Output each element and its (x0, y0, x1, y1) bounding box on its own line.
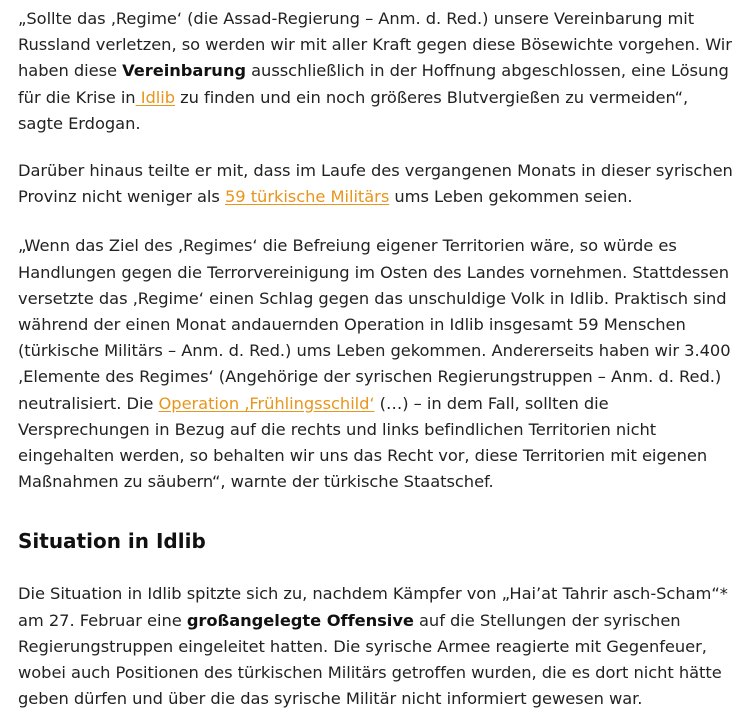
link-operation-fruehlingsschild[interactable]: Operation ‚Frühlingsschild‘ (158, 393, 375, 413)
paragraph-text: „Sollte das ‚Regime‘ (die Assad-Regierung – Anm. d. Red.) unsere Vereinbarung mit Russland verletzen, so werden wir mit aller Kraft gegen diese Bösewichte vorgehen. Wir haben diese (18, 9, 732, 81)
paragraph-text: Die Situation in Idlib spitzte sich zu, nachdem Kämpfer von „Hai’at Tahrir asch-Scham“* am 27. Februar eine (18, 584, 728, 630)
paragraph-erdogan-quote (18, 6, 734, 137)
paragraph-text: ausschließlich in der Hoffnung abgeschlossen, eine Lösung für die Krise in (18, 61, 729, 107)
paragraph-text: (…) – in dem Fall, sollten die Versprechungen in Bezug auf die rechts und links befindlichen Territorien nicht eingehalten werden, so behalten wir uns das Recht vor, diese Territorien mit eigenen Maßnahmen zu säubern“, warnte der türkische Staatschef. (18, 393, 708, 492)
paragraph-text: auf die Stellungen der syrischen Regierungstruppen eingeleitet hatten. Die syrische Armee reagierte mit Gegenfeuer, wobei auch Positionen des türkischen Militärs getroffen wurden, die es dort nicht hätte geben dürfen und über die das syrische Militär nicht informiert gewesen war. (18, 610, 722, 709)
bold-offensive: großangelegte Offensive (186, 610, 414, 630)
paragraph-text: zu finden und ein noch größeres Blutvergießen zu vermeiden“, sagte Erdogan. (18, 87, 689, 133)
paragraph-situation (18, 581, 734, 712)
paragraph-regime-quote (18, 233, 734, 495)
paragraph-casualties (18, 158, 734, 210)
paragraph-text: „Wenn das Ziel des ‚Regimes‘ die Befreiung eigener Territorien wäre, so würde es Handlungen gegen die Terrorvereinigung im Osten des Landes vornehmen. Stattdessen versetzte das ‚Regime‘ einen Schlag gegen das unschuldige Volk in Idlib. Praktisch sind während der einen Monat andauernden Operation in Idlib insgesamt 59 Menschen (türkische Militärs – Anm. d. Red.) ums Leben gekommen. Andererseits haben wir 3.400 ‚Elemente des Regimes‘ (Angehörige der syrischen Regierungstruppen – Anm. d. Red.) neutralisiert. Die (18, 236, 731, 413)
bold-vereinbarung: Vereinbarung (122, 61, 246, 81)
section-heading: Situation in Idlib (18, 529, 206, 554)
paragraph-text: Darüber hinaus teilte er mit, dass im Laufe des vergangenen Monats in dieser syrischen Provinz nicht weniger als (18, 161, 733, 207)
link-idlib[interactable]: Idlib (135, 87, 175, 107)
link-59-tuerkische-militaers[interactable]: 59 türkische Militärs (224, 187, 390, 207)
paragraph-text: ums Leben gekommen seien. (389, 187, 633, 207)
